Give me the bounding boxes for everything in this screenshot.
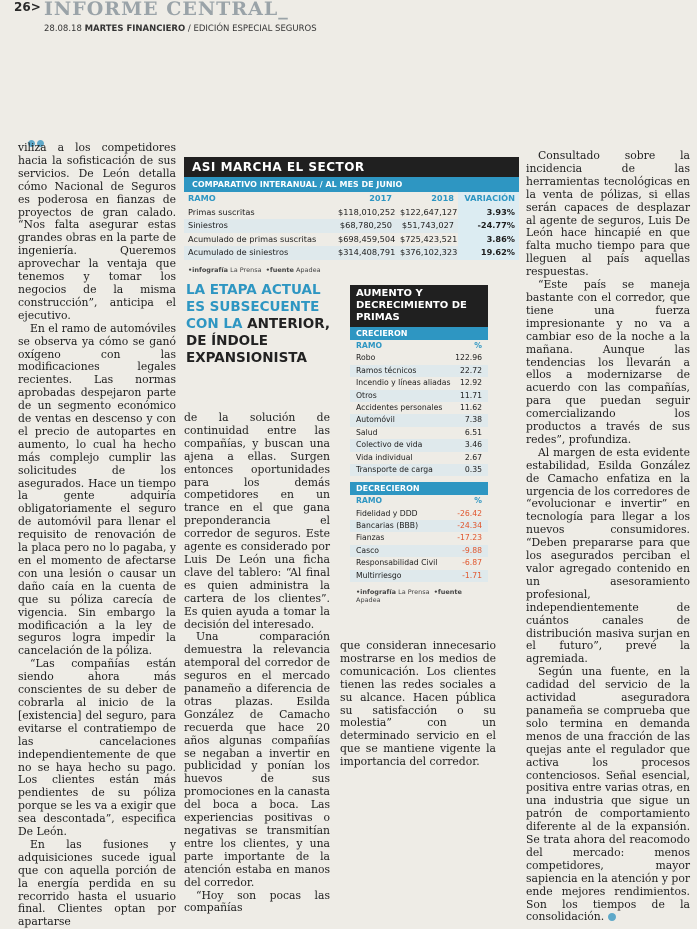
header-cell: RAMO [356, 496, 383, 506]
header-cell: 2017 [369, 193, 392, 203]
table-row [350, 508, 488, 520]
table-cell: Siniestros [188, 220, 228, 230]
percent-cell: -6.87 [462, 558, 482, 568]
table-row [350, 414, 488, 426]
table-cell: $725,423,521 [400, 233, 458, 244]
table-cell: Acumulado de siniestros [188, 247, 289, 257]
table-row [350, 532, 488, 544]
table-cell: $314,408,791 [338, 247, 396, 257]
table-cell: 3.86% [458, 233, 519, 247]
ramo-cell: Incendio y líneas aliadas [356, 378, 451, 388]
issue-date: 28.08.18 [44, 24, 82, 34]
primas-table-header [350, 495, 488, 507]
edition-name: / EDICIÓN ESPECIAL SEGUROS [187, 24, 317, 34]
ramo-cell: Responsabilidad Civil [356, 558, 438, 568]
paragraph-text: Según una fuente, en la cadidad del servicio de la actividad aseguradora panameña se comprueba que solo termina en demanda menos de una fracción de las quejas ante el regulador que activa los procesos contenciosos. Señal esencial, positiva entre varias otras, en una industria que sigue un patrón de comportamiento diferente al de la expansión. Se trata ahora del reacomodo del mercado: menos competidores, mayor sapiencia en la atención y por ende mejores rendimientos. Son los tiempos de la consolidación. [526, 665, 690, 924]
ramo-cell: Salud [356, 427, 378, 437]
table-cell: Acumulado de primas suscritas [188, 233, 317, 244]
table-cell: $118,010,252 [338, 206, 396, 217]
ramo-cell: Multirriesgo [356, 570, 402, 580]
pull-quote-headline [186, 282, 338, 367]
percent-cell: -26.42 [457, 508, 482, 518]
table-cell: $68,780,250 [339, 220, 392, 230]
ramo-cell: Fidelidad y DDD [356, 508, 418, 518]
paragraph: “Hoy son pocas las compañías [184, 888, 330, 915]
percent-cell: 22.72 [459, 365, 482, 375]
header-cell: % [474, 341, 482, 350]
primas-table-header [350, 340, 488, 352]
article-column-1 [18, 142, 176, 929]
ramo-cell: Otros [356, 390, 377, 400]
table-cell: $51,743,027 [401, 220, 454, 230]
paragraph: Consultado sobre la incidencia de las herramientas tecnológicas en la venta de pólizas, si ellas serán capaces de desplazar al agente de seguros, Luis De León hace hincapié en que falta mucho tiempo para que lleguen al país aquellas respuestas. [526, 149, 690, 279]
sector-table-header [184, 192, 519, 206]
percent-cell: 7.38 [464, 415, 482, 425]
percent-cell: 6.51 [464, 427, 482, 437]
source-label: •fuente [265, 265, 294, 274]
header-cell: 2018 [431, 193, 454, 203]
percent-cell: -9.88 [462, 545, 482, 555]
paragraph [526, 666, 690, 924]
primas-table-credit [350, 588, 488, 604]
ramo-cell: Automóvil [356, 415, 395, 425]
percent-cell: 11.71 [459, 390, 482, 400]
source-name: Apadea [295, 265, 321, 274]
header-cell: RAMO [356, 341, 383, 350]
paragraph: Al margen de esta evidente estabilidad, Esilda González de Camacho enfatiza en la urgencia de los corredores de “evolucionar e invertir” en tecnología para llegar a los nuevos consumidores. “Deben prepararse para que los asegurados perciban el valor agregado contenido en un asesoramiento profesional, independientemente de cuántos canales de distribución masiva surjan en el futuro”, prevé la agremiada. [526, 445, 690, 666]
credit-name: La Prensa [398, 588, 430, 597]
source-name: Apadea [356, 596, 381, 605]
percent-cell: -24.34 [457, 521, 482, 531]
percent-cell: 11.62 [459, 402, 482, 412]
table-row [350, 545, 488, 557]
header-cell: VARIACIÓN [458, 192, 519, 206]
paragraph: “Las compañías están siendo ahora más conscientes de su deber de cobrarla al inicio de la [existencia] del seguro, para evitarse el contratiempo de las cancelaciones independientemente de que no se haya hecho su pago. Los clientes están más pendientes de su póliza porque se les va a exigir que sea descontada”, especifica De León. [18, 657, 176, 839]
table-cell: 3.93% [458, 206, 519, 220]
table-cell: $122,647,127 [400, 206, 458, 217]
table-row [350, 452, 488, 464]
table-row [350, 402, 488, 414]
paragraph: que consideran innecesario mostrarse en los medios de comunicación. Los clientes tienen las redes sociales a su alcance. Hacen pública su satisfacción o su molestia” con un determinado servicio en el que se mantiene vigente la importancia del corredor. [340, 639, 496, 769]
sector-table-subtitle: COMPARATIVO INTERANUAL / AL MES DE JUNIO [184, 177, 519, 192]
table-row [350, 439, 488, 451]
ramo-cell: Robo [356, 353, 376, 363]
percent-cell: -17.23 [457, 533, 482, 543]
table-row [350, 365, 488, 377]
table-row [350, 352, 488, 364]
sector-table [184, 157, 519, 274]
percent-cell: -1.71 [462, 570, 482, 580]
table-row [184, 219, 519, 233]
table-row [184, 233, 519, 247]
header-cell: RAMO [188, 193, 216, 203]
paragraph: En las fusiones y adquisiciones sucede igual que con aquella porción de la energía perdida en su recorrido hasta el usuario final. Clientes optan por apartarse [18, 837, 176, 929]
issue-date-line [44, 24, 317, 34]
article-column-3 [340, 640, 496, 769]
percent-cell: 2.67 [464, 452, 482, 462]
credit-label: •infografía [188, 265, 228, 274]
headline-blue: LA ETAPA ACTUAL ES SUBSECUENTE CON LA [186, 282, 321, 332]
publication-name: MARTES FINANCIERO [84, 24, 186, 34]
end-of-article-icon [608, 913, 616, 921]
ramo-cell: Bancarias (BBB) [356, 521, 419, 531]
ramo-cell: Fianzas [356, 533, 385, 543]
decrease-rows [350, 508, 488, 582]
paragraph: En el ramo de automóviles se observa ya cómo se ganó oxígeno con las modificaciones legales recientes. Las normas aprobadas despejaron parte de un segmento económico de ventas en descenso y con el precio de autopartes en aumento, lo cual ha hecho más complejo cumplir las solicitudes de los asegurados. Hace un tiempo la gente adquiría obligatoriamente el seguro de automóvil para llenar el requisito de renovación de la placa pero no lo pagaba, y en el momento de afectarse con una lesión o causar un daño caía en la cuenta de que su póliza carecía de vigencia. Sin embargo la modificación a la ley de seguros logra impedir la cancelación de la póliza. [18, 321, 176, 658]
increase-rows [350, 352, 488, 476]
ramo-cell: Casco [356, 545, 380, 555]
section-dots-icon [28, 132, 48, 140]
increase-label: CRECIERON [350, 327, 488, 340]
percent-cell: 12.92 [459, 378, 482, 388]
table-cell: Primas suscritas [188, 206, 255, 217]
table-row [350, 520, 488, 532]
ramo-cell: Transporte de carga [356, 464, 433, 474]
ramo-cell: Accidentes personales [356, 402, 443, 412]
table-row [350, 570, 488, 582]
primas-table [350, 285, 488, 604]
article-column-2 [184, 412, 330, 915]
section-title: INFORME CENTRAL_ [44, 0, 289, 20]
percent-cell: 122.96 [455, 353, 482, 363]
article-column-4 [526, 150, 690, 924]
percent-cell: 3.46 [464, 440, 482, 450]
table-cell: -24.77% [458, 219, 519, 233]
ramo-cell: Vida individual [356, 452, 413, 462]
credit-name: La Prensa [230, 265, 262, 274]
table-row [350, 390, 488, 402]
paragraph: viliza a los competidores hacia la sofisticación de sus servicios. De León detalla cómo Nacional de Seguros es poderosa en fianzas de proyectos de gran calado. “Nos falta asegurar estas grandes obras en la parte de ingeniería. Queremos aprovechar la ventaja que tenemos y tomar los negocios de la misma construcción”, anticipa el ejecutivo. [18, 141, 176, 322]
table-cell: 19.62% [458, 246, 519, 260]
table-row [350, 427, 488, 439]
paragraph: de la solución de continuidad entre las compañías, y buscan una ajena a ellas. Surgen entonces oportunidades para los demás competidores en un trance en el que gana preponderancia el corredor de seguros. Este agente es considerado por Luis De León una ficha clave del tablero: “Al final es quien administra la cartera de los clientes”. Es quien ayuda a tomar la decisión del interesado. [184, 411, 330, 631]
source-label: •fuente [433, 588, 462, 597]
paragraph: “Este país se maneja bastante con el corredor, que tiene una fuerza impresionante y no va a cambiar eso de la noche a la mañana. Aunque las tendencias los llevarán a ellos a modernizarse de acuerdo con las compañías, para que puedan seguir comercializando los productos a través de sus redes”, profundiza. [526, 278, 690, 446]
header-cell: % [474, 496, 482, 506]
table-row [350, 464, 488, 476]
ramo-cell: Ramos técnicos [356, 365, 417, 375]
table-row [184, 246, 519, 260]
credit-label: •infografía [356, 588, 396, 597]
sector-table-credit [184, 266, 519, 274]
table-cell: $376,102,323 [400, 247, 458, 257]
table-row [350, 557, 488, 569]
page-number: 26> [14, 0, 41, 14]
sector-table-title: ASI MARCHA EL SECTOR [184, 157, 519, 177]
headline-dark: ANTERIOR, DE ÍNDOLE EXPANSIONISTA [186, 316, 330, 366]
percent-cell: 0.35 [464, 464, 482, 474]
ramo-cell: Colectivo de vida [356, 440, 423, 450]
table-cell: $698,459,504 [338, 233, 396, 244]
table-row [184, 206, 519, 220]
paragraph: Una comparación demuestra la relevancia atemporal del corredor de seguros en el mercado panameño a diferencia de otras plazas. Esilda González de Camacho recuerda que hace 20 años algunas compañías se negaban a invertir en publicidad y ponían los huevos de sus promociones en la canasta del boca a boca. Las experiencias positivas o negativas se transmitían entre los clientes, y una parte importante de la atención estaba en manos del corredor. [184, 630, 330, 889]
primas-table-title: AUMENTO Y DECRECIMIENTO DE PRIMAS [350, 285, 488, 327]
decrease-label: DECRECIERON [350, 482, 488, 495]
table-row [350, 377, 488, 389]
